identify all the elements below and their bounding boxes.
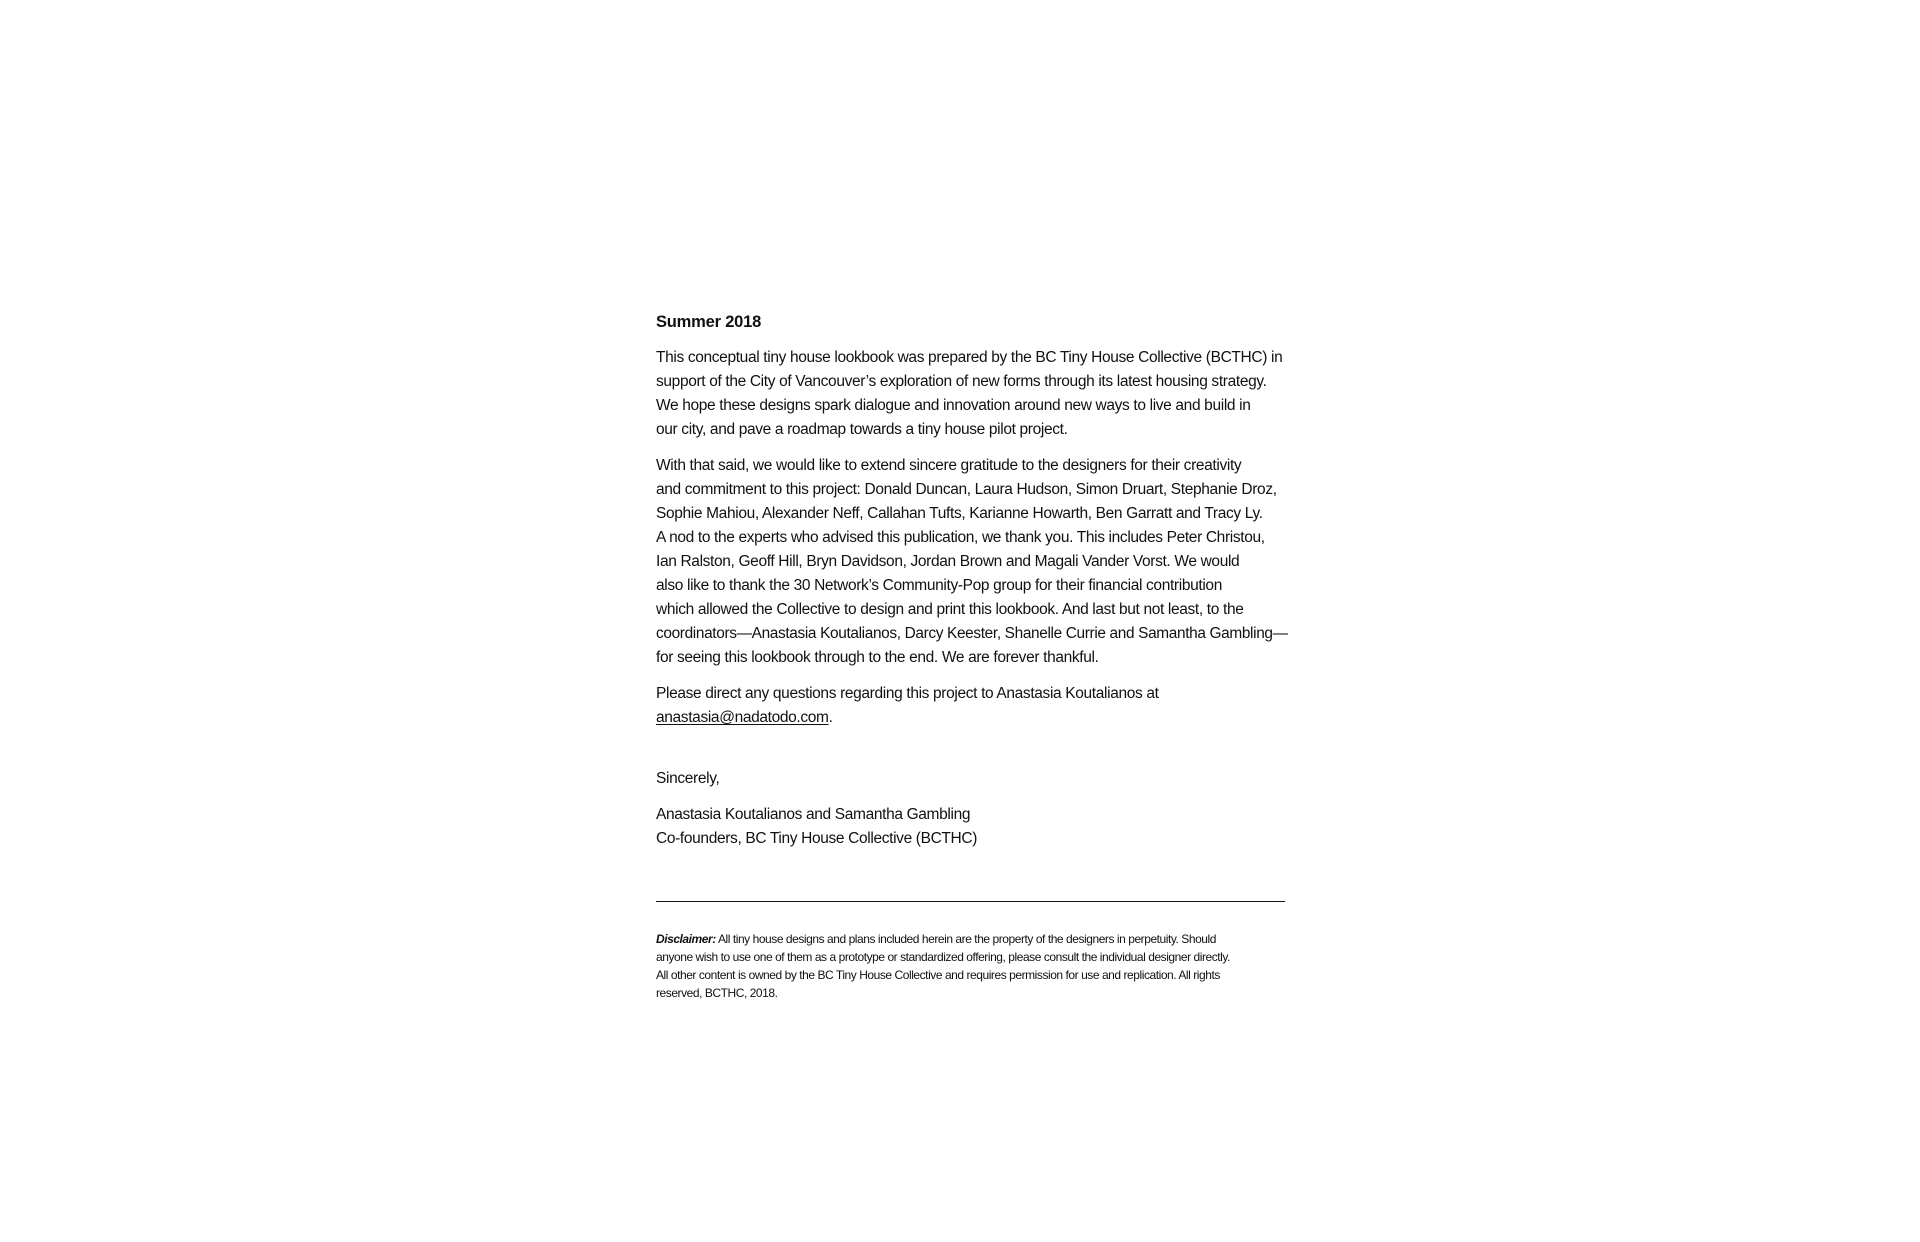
divider-rule	[656, 901, 1285, 902]
thanks-line: With that said, we would like to extend sincere gratitude to the designers for their creativity	[656, 457, 1242, 474]
disclaimer-line: All other content is owned by the BC Tiny House Collective and requires permission for use and replication. All rights	[656, 968, 1220, 982]
contact-paragraph	[656, 682, 1286, 730]
intro-line: We hope these designs spark dialogue and innovation around new ways to live and build in	[656, 397, 1251, 414]
disclaimer-line	[656, 930, 1216, 948]
thanks-line: also like to thank the 30 Network’s Community-Pop group for their financial contribution	[656, 577, 1222, 594]
thanks-line: A nod to the experts who advised this publication, we thank you. This includes Peter Christou,	[656, 529, 1265, 546]
thanks-line: Ian Ralston, Geoff Hill, Bryn Davidson, Jordan Brown and Magali Vander Vorst. We would	[656, 553, 1240, 570]
thanks-line: coordinators—Anastasia Koutalianos, Darcy Keester, Shanelle Currie and Samantha Gambling—	[656, 625, 1288, 642]
letter-date: Summer 2018	[656, 313, 762, 331]
intro-paragraph	[656, 346, 1286, 442]
thanks-paragraph	[656, 454, 1286, 670]
signature-block	[656, 803, 1286, 851]
intro-line: support of the City of Vancouver’s exploration of new forms through its latest housing strategy.	[656, 373, 1267, 390]
disclaimer-text: All tiny house designs and plans included herein are the property of the designers in perpetuity. Should	[715, 932, 1216, 946]
closing: Sincerely,	[656, 770, 720, 787]
disclaimer-line: reserved, BCTHC, 2018.	[656, 986, 778, 1000]
thanks-line: which allowed the Collective to design and print this lookbook. And last but not least, to the	[656, 601, 1244, 618]
disclaimer	[656, 930, 1296, 1002]
thanks-line: Sophie Mahiou, Alexander Neff, Callahan Tufts, Karianne Howarth, Ben Garratt and Tracy Ly.	[656, 505, 1263, 522]
contact-line: Please direct any questions regarding this project to Anastasia Koutalianos at	[656, 685, 1159, 702]
contact-email-link[interactable]: anastasia@nadatodo.com	[656, 709, 829, 726]
letter	[656, 310, 1286, 851]
intro-line: our city, and pave a roadmap towards a tiny house pilot project.	[656, 421, 1068, 438]
thanks-line: for seeing this lookbook through to the end. We are forever thankful.	[656, 649, 1099, 666]
disclaimer-label: Disclaimer:	[656, 932, 716, 946]
contact-email-line	[656, 706, 833, 730]
contact-end-punctuation: .	[828, 709, 833, 726]
signature-names: Anastasia Koutalianos and Samantha Gambling	[656, 806, 971, 823]
signature-title: Co-founders, BC Tiny House Collective (BCTHC)	[656, 830, 978, 847]
intro-line: This conceptual tiny house lookbook was prepared by the BC Tiny House Collective (BCTHC) in	[656, 349, 1283, 366]
disclaimer-line: anyone wish to use one of them as a prototype or standardized offering, please consult the individual designer directly.	[656, 950, 1230, 964]
thanks-line: and commitment to this project: Donald Duncan, Laura Hudson, Simon Druart, Stephanie Droz,	[656, 481, 1277, 498]
